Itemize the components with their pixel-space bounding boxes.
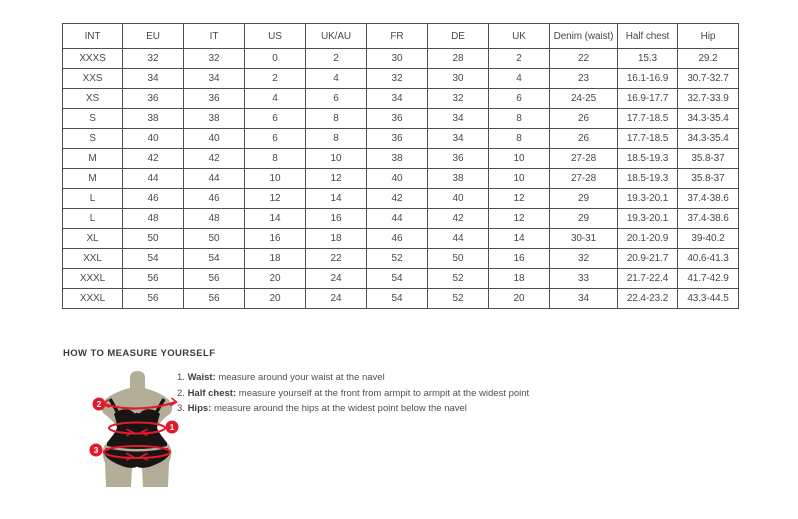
step-number: 1. — [177, 372, 188, 383]
size-cell: 22 — [306, 249, 367, 269]
size-row — [63, 209, 739, 229]
size-cell: 32 — [428, 89, 489, 109]
size-cell: 8 — [306, 109, 367, 129]
size-cell: 40 — [367, 169, 428, 189]
size-cell: 2 — [306, 49, 367, 69]
size-cell: XXS — [63, 69, 123, 89]
size-cell: 46 — [184, 189, 245, 209]
size-cell: 16 — [245, 229, 306, 249]
size-row — [63, 169, 739, 189]
step-text: measure yourself at the front from armpit to armpit at the widest point — [236, 387, 530, 399]
size-cell: 27-28 — [550, 149, 618, 169]
size-cell: XXXL — [63, 269, 123, 289]
size-cell: 34 — [184, 69, 245, 89]
size-cell: 34 — [367, 89, 428, 109]
measure-step — [177, 389, 529, 399]
size-cell: 34 — [428, 129, 489, 149]
size-cell: 27-28 — [550, 169, 618, 189]
size-cell: 28 — [428, 49, 489, 69]
size-row — [63, 249, 739, 269]
size-cell: 4 — [489, 69, 550, 89]
column-header: INT — [63, 24, 123, 49]
size-cell: 18.5-19.3 — [618, 169, 678, 189]
size-cell: XXXL — [63, 289, 123, 309]
size-cell: 6 — [245, 109, 306, 129]
size-cell: 20.9-21.7 — [618, 249, 678, 269]
size-cell: 29 — [550, 189, 618, 209]
measure-section-title: HOW TO MEASURE YOURSELF — [63, 348, 216, 359]
size-cell: 35.8-37 — [678, 169, 739, 189]
svg-text:3: 3 — [93, 445, 99, 455]
size-cell: 34 — [123, 69, 184, 89]
size-cell: 8 — [489, 129, 550, 149]
column-header: UK — [489, 24, 550, 49]
size-cell: 20 — [245, 269, 306, 289]
size-cell: 20 — [489, 289, 550, 309]
size-cell: 52 — [428, 289, 489, 309]
size-cell: 18.5-19.3 — [618, 149, 678, 169]
size-cell: 15.3 — [618, 49, 678, 69]
size-cell: 19.3-20.1 — [618, 189, 678, 209]
size-row — [63, 69, 739, 89]
size-cell: 18 — [489, 269, 550, 289]
size-cell: 32 — [123, 49, 184, 69]
size-cell: 42 — [123, 149, 184, 169]
size-cell: 24 — [306, 269, 367, 289]
step-label: Hips: — [187, 403, 212, 414]
size-row — [63, 109, 739, 129]
size-cell: 32 — [367, 69, 428, 89]
size-cell: 42 — [428, 209, 489, 229]
size-cell: 36 — [367, 109, 428, 129]
size-cell: 48 — [123, 209, 184, 229]
column-header: IT — [184, 24, 245, 49]
size-cell: 32 — [184, 49, 245, 69]
size-cell: 18 — [245, 249, 306, 269]
measure-step — [177, 373, 529, 383]
size-cell: 29 — [550, 209, 618, 229]
size-cell: 26 — [550, 109, 618, 129]
size-cell: 34.3-35.4 — [678, 109, 739, 129]
size-cell: 44 — [123, 169, 184, 189]
size-cell: 6 — [489, 89, 550, 109]
size-cell: 12 — [489, 209, 550, 229]
size-cell: 44 — [184, 169, 245, 189]
size-cell: 29.2 — [678, 49, 739, 69]
size-cell: 52 — [428, 269, 489, 289]
size-cell: L — [63, 189, 123, 209]
size-cell: 38 — [428, 169, 489, 189]
size-cell: 38 — [367, 149, 428, 169]
size-cell: 12 — [489, 189, 550, 209]
size-cell: 54 — [367, 269, 428, 289]
size-cell: 2 — [489, 49, 550, 69]
size-cell: 40 — [428, 189, 489, 209]
size-cell: 46 — [367, 229, 428, 249]
step-number: 2. — [177, 387, 188, 399]
size-cell: 22.4-23.2 — [618, 289, 678, 309]
size-row — [63, 49, 739, 69]
size-cell: 56 — [123, 269, 184, 289]
size-cell: 10 — [489, 149, 550, 169]
size-cell: 8 — [489, 109, 550, 129]
column-header: UK/AU — [306, 24, 367, 49]
svg-text:2: 2 — [96, 399, 102, 409]
size-cell: 23 — [550, 69, 618, 89]
size-cell: 38 — [184, 109, 245, 129]
size-chart-section — [62, 23, 739, 309]
size-cell: 43.3-44.5 — [678, 289, 739, 309]
size-cell: 16.9-17.7 — [618, 89, 678, 109]
size-cell: M — [63, 149, 123, 169]
size-chart-table — [62, 23, 739, 309]
badge-3 — [90, 444, 103, 457]
step-label: Waist: — [187, 372, 216, 383]
size-row — [63, 129, 739, 149]
size-row — [63, 289, 739, 309]
size-cell: 6 — [306, 89, 367, 109]
size-cell: 16 — [489, 249, 550, 269]
size-cell: 10 — [306, 149, 367, 169]
size-cell: 54 — [367, 289, 428, 309]
column-header: FR — [367, 24, 428, 49]
svg-text:1: 1 — [169, 422, 175, 432]
size-cell: 10 — [489, 169, 550, 189]
size-cell: 40 — [184, 129, 245, 149]
size-cell: 42 — [367, 189, 428, 209]
size-cell: 37.4-38.6 — [678, 209, 739, 229]
size-cell: 22 — [550, 49, 618, 69]
step-text: measure around the hips at the widest point below the navel — [211, 403, 467, 414]
size-cell: 37.4-38.6 — [678, 189, 739, 209]
size-cell: 21.7-22.4 — [618, 269, 678, 289]
size-cell: XL — [63, 229, 123, 249]
size-cell: 40.6-41.3 — [678, 249, 739, 269]
size-cell: 38 — [123, 109, 184, 129]
size-cell: 34.3-35.4 — [678, 129, 739, 149]
size-cell: 10 — [245, 169, 306, 189]
column-header: Hip — [678, 24, 739, 49]
size-cell: XXL — [63, 249, 123, 269]
size-cell: 35.8-37 — [678, 149, 739, 169]
size-cell: 39-40.2 — [678, 229, 739, 249]
size-cell: 8 — [245, 149, 306, 169]
size-cell: 36 — [428, 149, 489, 169]
size-cell: 30.7-32.7 — [678, 69, 739, 89]
size-cell: 14 — [489, 229, 550, 249]
size-cell: 26 — [550, 129, 618, 149]
column-header: EU — [123, 24, 184, 49]
size-cell: 16.1-16.9 — [618, 69, 678, 89]
size-cell: 56 — [123, 289, 184, 309]
size-cell: M — [63, 169, 123, 189]
size-cell: 4 — [306, 69, 367, 89]
column-header: US — [245, 24, 306, 49]
size-cell: 54 — [123, 249, 184, 269]
size-cell: 41.7-42.9 — [678, 269, 739, 289]
size-cell: 0 — [245, 49, 306, 69]
size-cell: 44 — [428, 229, 489, 249]
size-cell: 50 — [428, 249, 489, 269]
size-cell: 32.7-33.9 — [678, 89, 739, 109]
size-cell: 56 — [184, 289, 245, 309]
size-cell: 40 — [123, 129, 184, 149]
size-cell: 12 — [245, 189, 306, 209]
size-cell: 36 — [123, 89, 184, 109]
size-cell: 2 — [245, 69, 306, 89]
size-cell: 6 — [245, 129, 306, 149]
size-cell: 30 — [367, 49, 428, 69]
column-header: DE — [428, 24, 489, 49]
size-cell: 34 — [550, 289, 618, 309]
size-cell: 20.1-20.9 — [618, 229, 678, 249]
size-row — [63, 189, 739, 209]
size-cell: 54 — [184, 249, 245, 269]
size-cell: 24 — [306, 289, 367, 309]
size-cell: 46 — [123, 189, 184, 209]
size-row — [63, 269, 739, 289]
size-row — [63, 89, 739, 109]
measure-step — [177, 404, 529, 414]
size-cell: 30 — [428, 69, 489, 89]
size-row — [63, 229, 739, 249]
badge-2 — [93, 398, 106, 411]
size-cell: 36 — [367, 129, 428, 149]
size-cell: XS — [63, 89, 123, 109]
step-text: measure around your waist at the navel — [215, 372, 385, 383]
size-cell: 48 — [184, 209, 245, 229]
size-cell: 52 — [367, 249, 428, 269]
step-number: 3. — [177, 403, 188, 414]
size-cell: 14 — [245, 209, 306, 229]
size-cell: 18 — [306, 229, 367, 249]
size-cell: 17.7-18.5 — [618, 129, 678, 149]
size-cell: 42 — [184, 149, 245, 169]
size-cell: 34 — [428, 109, 489, 129]
size-cell: 20 — [245, 289, 306, 309]
size-cell: 8 — [306, 129, 367, 149]
size-cell: L — [63, 209, 123, 229]
size-cell: 16 — [306, 209, 367, 229]
size-cell: 33 — [550, 269, 618, 289]
size-cell: 14 — [306, 189, 367, 209]
size-cell: 32 — [550, 249, 618, 269]
size-cell: 12 — [306, 169, 367, 189]
column-header: Denim (waist) — [550, 24, 618, 49]
size-cell: 50 — [184, 229, 245, 249]
measure-steps — [177, 373, 529, 420]
size-row — [63, 149, 739, 169]
size-cell: S — [63, 129, 123, 149]
step-label: Half chest: — [187, 387, 237, 399]
size-cell: S — [63, 109, 123, 129]
size-cell: XXXS — [63, 49, 123, 69]
badge-1 — [166, 421, 179, 434]
size-cell: 30-31 — [550, 229, 618, 249]
size-cell: 36 — [184, 89, 245, 109]
size-cell: 50 — [123, 229, 184, 249]
size-cell: 19.3-20.1 — [618, 209, 678, 229]
size-cell: 56 — [184, 269, 245, 289]
column-header: Half chest — [618, 24, 678, 49]
size-cell: 4 — [245, 89, 306, 109]
size-cell: 24-25 — [550, 89, 618, 109]
size-cell: 17.7-18.5 — [618, 109, 678, 129]
size-cell: 44 — [367, 209, 428, 229]
header-row — [63, 24, 739, 49]
